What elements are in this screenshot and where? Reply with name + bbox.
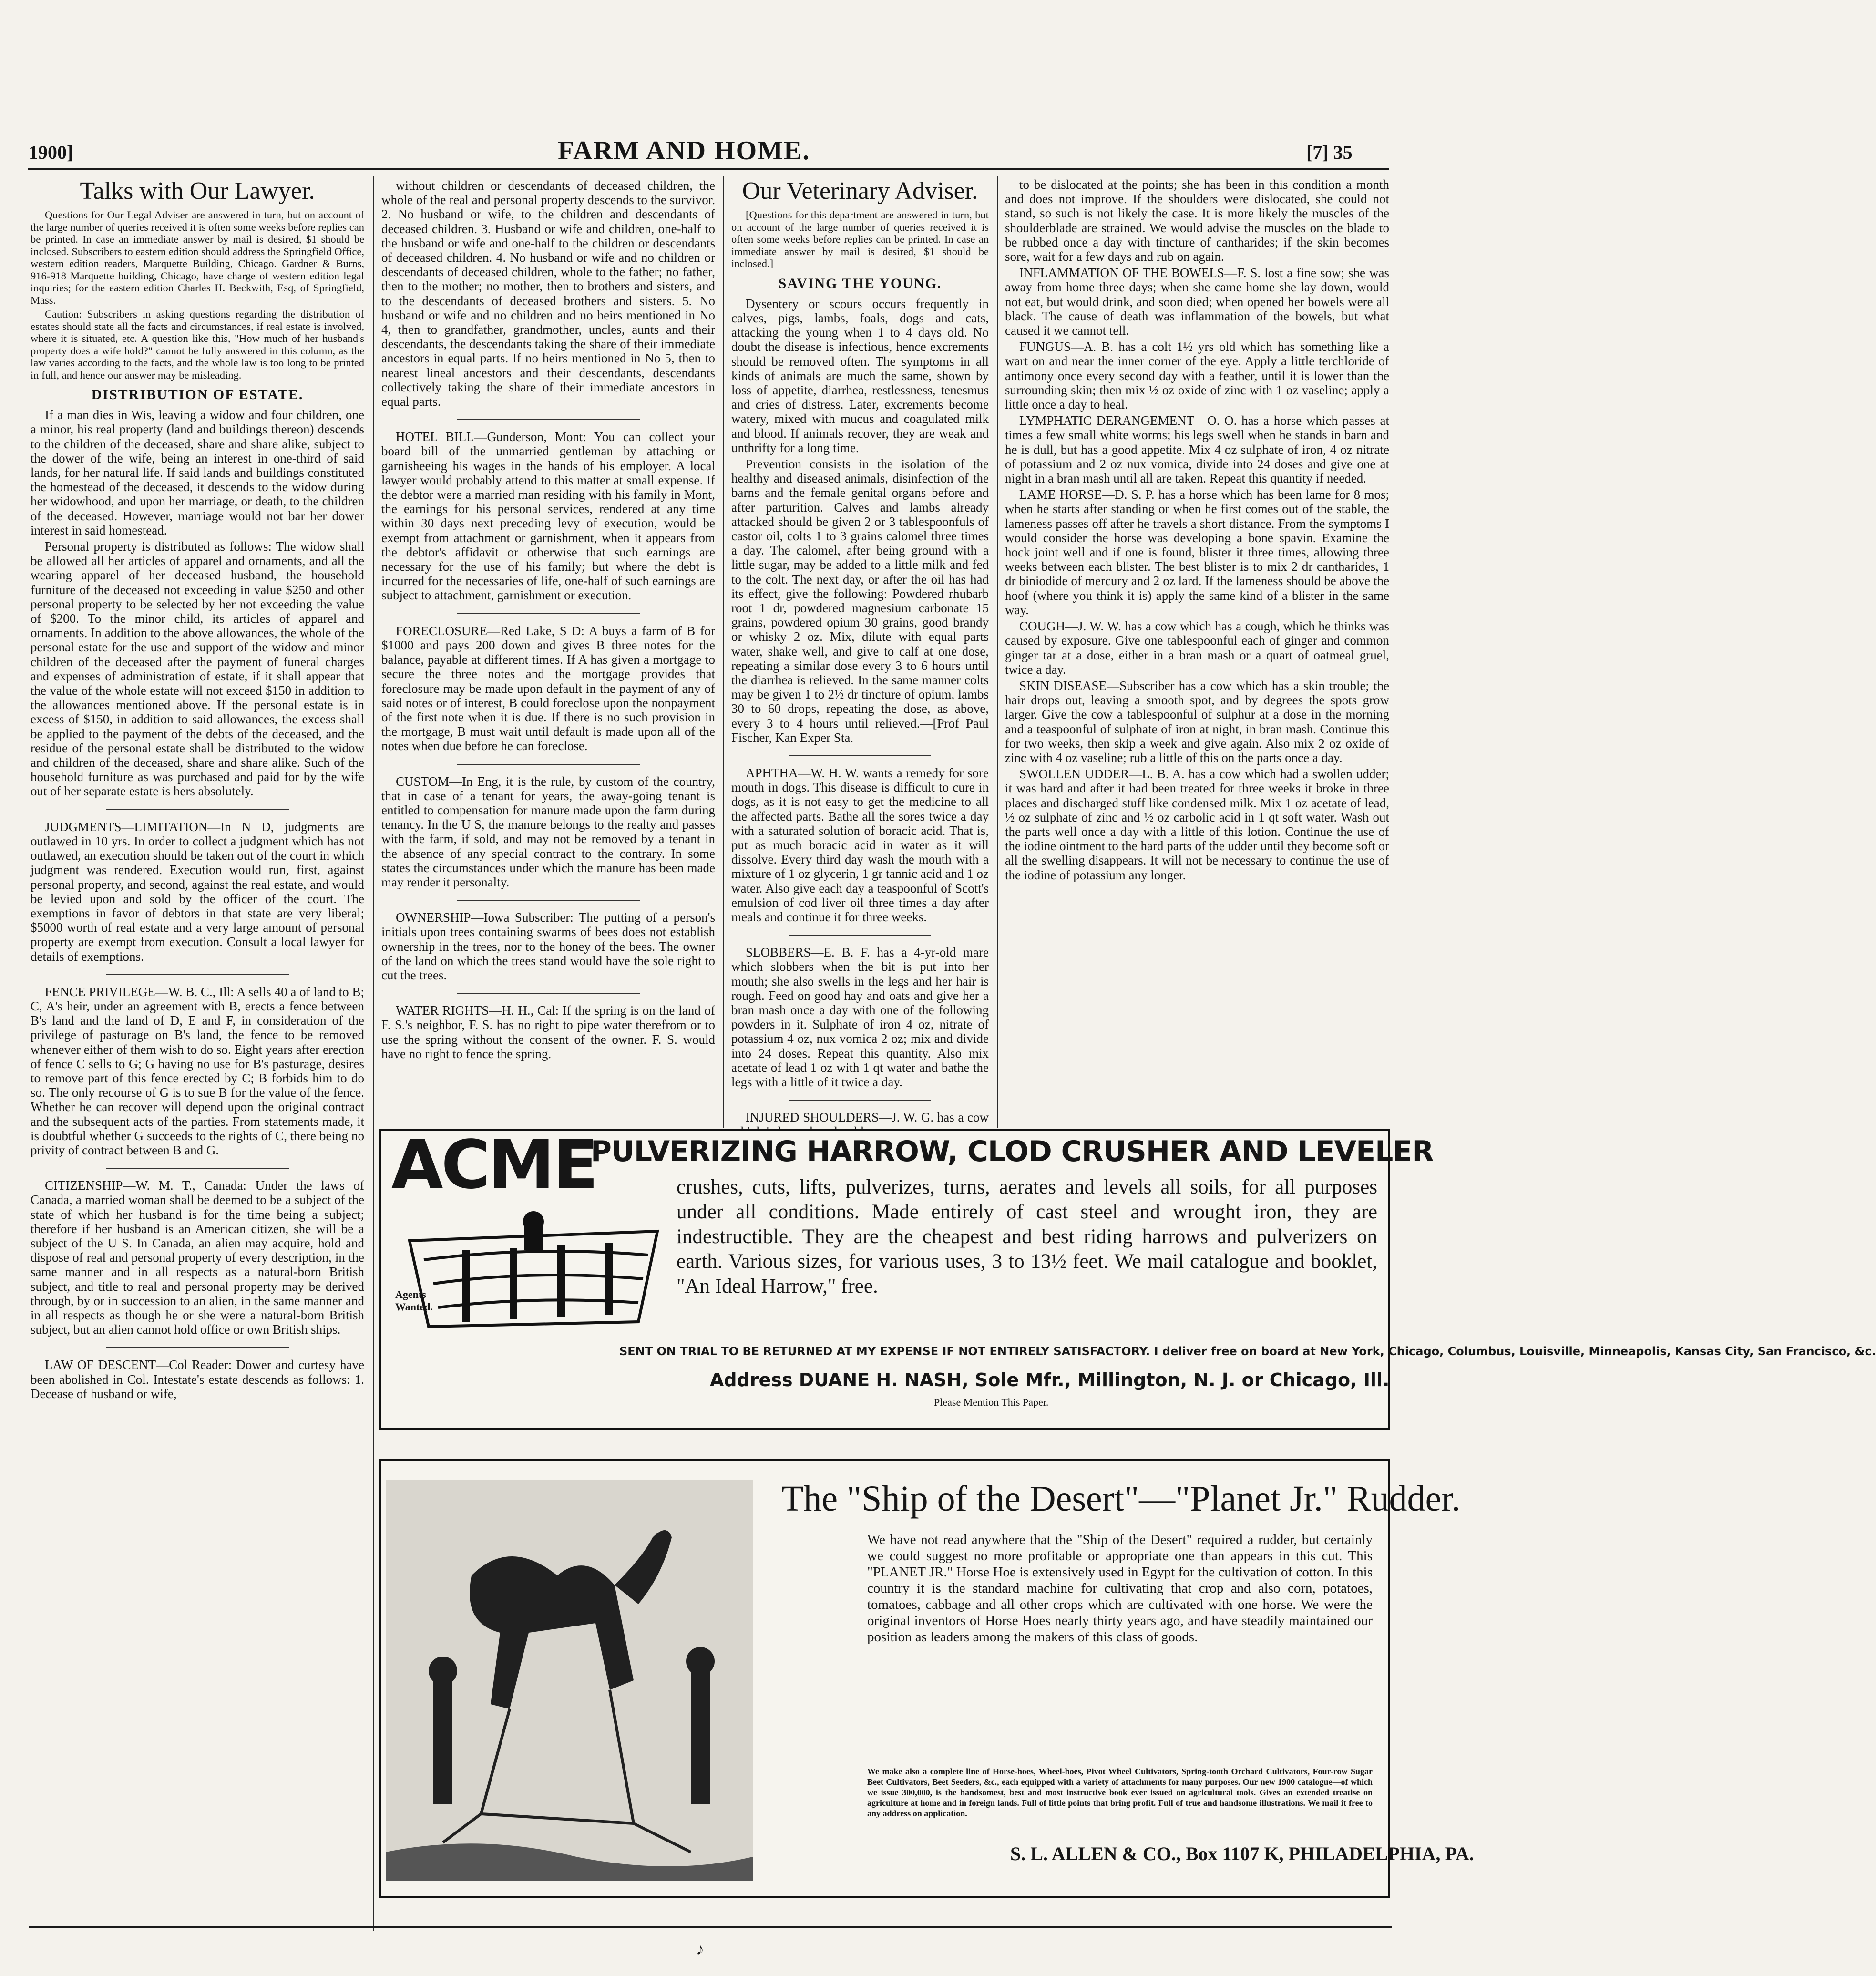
header-title: FARM AND HOME. bbox=[558, 136, 810, 165]
section-divider bbox=[457, 419, 640, 420]
article-paragraph: FENCE PRIVILEGE—W. B. C., Ill: A sells 40 a of land to B; C, A's heir, under an agreement with B, erects a fence between B's land and the land of D, E and F, in consideration of the privilege of pasturage on B's land, the fence to be removed whenever either of them wish to do so. Eight years after erection of fence C sells to G; G having no use for B's pasturage, desires to remove part of this fence erected by C; B forbids him to do so. The only recourse of G is to sue B for the value of the fence. Whether he can recover will depend upon the original contract and the subsequent acts of the parties. From statements made, it is doubtful whether G succeeds to the rights of C, there being no privity of contract between B and G. bbox=[31, 984, 364, 1157]
lawyer-column-2 bbox=[381, 178, 715, 1063]
acme-harrow-ad bbox=[379, 1126, 1876, 1430]
article-paragraph: SWOLLEN UDDER—L. B. A. has a cow which had a swollen udder; it was hard and after it had been treated for three weeks it broke in three places and discharged stuff like condensed milk. Mix 1 oz acetate of lead, ½ oz sulphate of zinc and ½ oz carbolic acid in 1 qt soft water. Wash out the parts well once a day with a little of this lotion. Continue the use of the iodine ointment to the hard parts of the udder until they become soft or all the swelling disappears. It will not be necessary to continue the use of the iodine of potassium any longer. bbox=[1005, 767, 1389, 882]
column-divider bbox=[723, 176, 724, 1128]
saving-young-heading: SAVING THE YOUNG. bbox=[778, 275, 942, 291]
veterinary-column-2 bbox=[1005, 177, 1389, 884]
article-paragraph: FUNGUS—A. B. has a colt 1½ yrs old which has something like a wart on and near the inner corner of the eye. Apply a little terchloride of antimony once every second day with a feather, until it is lower than the surrounding skin; then mix ½ oz oxide of zinc with 1 oz vaseline; apply a little once a day to heal. bbox=[1005, 340, 1389, 412]
footer-mark: ♪ bbox=[696, 1941, 704, 1958]
article-paragraph: COUGH—J. W. W. has a cow which has a cough, which he thinks was caused by exposure. Give one tablespoonful each of ginger and common ginger tar at a dose, either in a bran mash or a quart of oatmeal gruel, twice a day. bbox=[1005, 619, 1389, 677]
article-paragraph: to be dislocated at the points; she has been in this condition a month and does not improve. If the shoulders were dislocated, she could not stand, so such is not likely the case. It is more likely the muscles of the shoulderblade are strained. We would advise the muscles on the blade to be rubbed once a day with tincture of cantharides; if the skin becomes sore, wait for a few days and rub on again. bbox=[1005, 177, 1389, 264]
header-rule bbox=[28, 168, 1389, 170]
veterinary-title: Our Veterinary Adviser. bbox=[742, 177, 978, 205]
section-divider bbox=[106, 1347, 289, 1348]
section-divider bbox=[106, 974, 289, 975]
article-paragraph: LAW OF DESCENT—Col Reader: Dower and curtesy have been abolished in Col. Intestate's estate descends as follows: 1. Decease of husband or wife, bbox=[31, 1358, 364, 1401]
header-year: 1900] bbox=[29, 142, 73, 163]
lawyer-intro: Questions for Our Legal Adviser are answered in turn, but on account of the large number of queries received it is often some weeks before replies can be printed. In case an immediate answer by mail is desired, $1 should be inclosed. Subscribers to eastern edition should address the Springfield Office, western edition readers, Marquette Building, Chicago. Gardner & Burns, 916-918 Marquette building, Chicago, have charge of western edition legal inquiries; for the eastern edition Charles H. Beckwith, Esq, of Springfield, Mass. bbox=[31, 209, 364, 306]
lawyer-column-1 bbox=[31, 175, 364, 1403]
planet-jr-signature: S. L. ALLEN & CO., Box 1107 K, PHILADELPHIA, PA. bbox=[1010, 1843, 1474, 1864]
article-paragraph: JUDGMENTS—LIMITATION—In N D, judgments are outlawed in 10 yrs. In order to collect a judgment which has not outlawed, an execution should be taken out of the court in which judgment was rendered. Execution would run, first, against personal property, and second, against the real estate, and would be levied upon and sold by the officer of the court. The exemptions in favor of debtors in that state are very liberal; $5000 worth of real estate and a very large amount of personal property are exempt from execution. Consult a local lawyer for details of exemptions. bbox=[31, 819, 364, 964]
section-divider bbox=[789, 935, 931, 936]
header-page-number: [7] 35 bbox=[1306, 142, 1353, 163]
planet-jr-catalogue-text: We make also a complete line of Horse-hoes, Wheel-hoes, Pivot Wheel Cultivators, Spring-tooth Orchard Cultivators, Four-row Sugar Beet Cultivators, Beet Seeders, &c., each equipped with a variety of attachments for many purposes. Our new 1900 catalogue—of which we issue 300,000, is the handsomest, best and most instructive book ever issued on agricultural tools. Gives an extended treatise on agriculture at home and in foreign lands. Full of little points that bring profit. Full of true and handsome illustrations. We mail it free to any address on application. bbox=[867, 1767, 1373, 1818]
section-divider bbox=[457, 900, 640, 901]
article-paragraph: APHTHA—W. H. W. wants a remedy for sore mouth in dogs. This disease is difficult to cure in dogs, as it is not easy to get the medicine to all the affected parts. Bathe all the sores twice a day with a saturated solution of boracic acid. That is, put as much boracic acid in water as it will dissolve. Every third day wash the mouth with a mixture of 1 oz glycerin, 1 gr tannic acid and 1 oz water. Also give each day a teaspoonful of Scott's emulsion of cod liver oil three times a day after meals and continue it for three weeks. bbox=[731, 766, 989, 925]
article-paragraph: WATER RIGHTS—H. H., Cal: If the spring is on the land of F. S.'s neighbor, F. S. has no right to pipe water therefrom or to use the spring without the consent of the owner. F. S. would have no right to fence the spring. bbox=[381, 1003, 715, 1061]
article-paragraph: SKIN DISEASE—Subscriber has a cow which has a skin trouble; the hair drops out, leaving a smooth spot, and by degrees the spots grow larger. Give the cow a tablespoonful of sulphur at a dose in the morning and a teaspoonful of sulphate of iron at night, in bran mash. Continue this for two weeks, then skip a week and give again. Also mix 2 oz oxide of zinc with 4 oz vaseline; rub a little of this on the parts once a day. bbox=[1005, 678, 1389, 765]
section-divider bbox=[457, 993, 640, 994]
article-paragraph: Personal property is distributed as follows: The widow shall be allowed all her articles of apparel and ornaments, and all the wearing apparel of her deceased husband, the household furniture of the deceased not exceeding in value $250 and other personal property to be selected by her not exceeding the value of $200. To the minor child, its articles of apparel and ornaments. In addition to the above allowances, the whole of the personal estate for the use and support of the widow and minor children of the deceased after the payment of funeral charges and expenses of administration of estate, if it shall appear that the value of the whole estate will not exceed $150 in addition to the allowances mentioned above. If the personal estate is in excess of $150, in addition to said allowances, the excess shall be applied to the payment of the debts of the deceased, and the residue of the personal estate shall be distributed to the widow and children of the deceased, share and share alike. Such of the household furniture as was purchased and paid for by the wife out of her separate estate is hers absolutely. bbox=[31, 539, 364, 799]
column-divider bbox=[373, 176, 374, 1931]
acme-headline: PULVERIZING HARROW, CLOD CRUSHER AND LEVELER bbox=[591, 1135, 1434, 1168]
acme-brand: ACME bbox=[391, 1126, 597, 1204]
section-divider bbox=[457, 613, 640, 614]
harrow-illustration bbox=[390, 1203, 677, 1346]
veterinary-column-1 bbox=[731, 175, 989, 1141]
article-paragraph: FORECLOSURE—Red Lake, S D: A buys a farm of B for $1000 and pays 200 down and gives B three notes for the balance, payable at different times. If A has given a mortgage to secure the three notes and the mortgage provides that foreclosure may be made upon default in the payment of any of said notes or of interest, B could foreclose upon the nonpayment of the first note when it is due. If there is no such provision in the mortgage, B must wait until default is made upon all of the notes when due before he can foreclose. bbox=[381, 623, 715, 753]
article-paragraph: CITIZENSHIP—W. M. T., Canada: Under the laws of Canada, a married woman shall be deemed to be a subject of the state of which her husband is for the time being a subject; therefore if her husband is an American citizen, she will be a subject of the U S. In Canada, an alien may acquire, hold and dispose of real and personal property of every description, in the same manner and in all respects as a natural-born British subject, and title to real and personal property may be derived through, by or in succession to an alien, in the same manner and in all respects as though he or she were a natural-born British subject, but an alien cannot hold office or own British ships. bbox=[31, 1178, 364, 1337]
agents-wanted-label: Agents Wanted. bbox=[395, 1288, 433, 1313]
article-paragraph: LYMPHATIC DERANGEMENT—O. O. has a horse which passes at times a few small white worms; his legs swell when he stands in barn and he is dull, but has a good appetite. Mix 4 oz sulphate of iron, 4 oz nitrate of potassium and 2 oz nux vomica, divide into 24 doses and give one at night in a bran mash until all are taken. Repeat this quantity if needed. bbox=[1005, 413, 1389, 486]
article-paragraph: OWNERSHIP—Iowa Subscriber: The putting of a person's initials upon trees containing swarms of bees does not establish ownership in the trees, nor to the honey of the bees. The owner of the land on which the trees stand would have the sole right to cut the trees. bbox=[381, 910, 715, 982]
acme-mention: Please Mention This Paper. bbox=[934, 1396, 1049, 1408]
section-divider bbox=[106, 1168, 289, 1169]
planet-jr-title: The "Ship of the Desert"—"Planet Jr." Rudder. bbox=[781, 1479, 1461, 1519]
distribution-heading: DISTRIBUTION OF ESTATE. bbox=[91, 387, 304, 402]
article-paragraph: CUSTOM—In Eng, it is the rule, by custom of the country, that in case of a tenant for years, the away-going tenant is entitled to compensation for manure made upon the farm during tenancy. In the U S, the manure belongs to the realty and passes with the farm, if sold, and may not be removed by a tenant in the absence of any special contract to the contrary. In some states the circumstances under which the manure has been made may render it personalty. bbox=[381, 774, 715, 889]
article-paragraph: without children or descendants of deceased children, the whole of the real and personal property descends to the survivor. 2. No husband or wife, to the children and descendants of deceased children. 3. Husband or wife and children, one-half to the husband or wife and one-half to the children or descendants of deceased children. 4. No husband or wife and no children or descendants of deceased children, whole to the father; no father, then to the mother; no mother, then to brothers and sisters, and to the descendants of deceased brothers and sisters. 5. No husband or wife and no children and no heirs mentioned in No 4, then to grandfather, grandmother, uncles, aunts and their descendants, the descendants taking the share of their immediate ancestors in equal parts. If no heirs mentioned in No 5, then to nearest lineal ancestors and their descendants, descendants collectively taking the share of their immediate ancestors in equal parts. bbox=[381, 178, 715, 409]
planet-jr-ad bbox=[379, 1459, 1474, 1898]
acme-body-text: crushes, cuts, lifts, pulverizes, turns, aerates and levels all soils, for all purposes under all conditions. Made entirely of cast steel and wrought iron, they are indestructible. They are the cheapest and best riding harrows and pulverizers on earth. Various sizes, for various uses, 3 to 13½ feet. We mail catalogue and booklet, "An Ideal Harrow," free. bbox=[677, 1176, 1377, 1297]
article-paragraph: If a man dies in Wis, leaving a widow and four children, one a minor, his real property (land and buildings thereon) descends to the children of the deceased, share and share alike, subject to the dower of the wife, being an interest in one-third of said lands, for her natural life. If said lands and buildings constituted the homestead of the deceased, it descends to the widow during her widowhood, and upon her marriage, or death, to the children of the deceased. However, marriage would not bar her dower interest in said homestead. bbox=[31, 408, 364, 537]
section-divider bbox=[789, 1100, 931, 1101]
article-paragraph: INFLAMMATION OF THE BOWELS—F. S. lost a fine sow; she was away from home three days; when she came home she lay down, would not eat, but would drink, and soon died; when opened her bowels were all black. The cause of death was inflammation of the bowels, but what caused it we cannot tell. bbox=[1005, 266, 1389, 338]
section-divider bbox=[457, 764, 640, 765]
acme-trial-offer: SENT ON TRIAL TO BE RETURNED AT MY EXPENSE IF NOT ENTIRELY SATISFACTORY. I deliver free on board at New York, Chicago, Columbus, Louisville, Minneapolis, Kansas City, San Francisco, &c. bbox=[619, 1345, 1876, 1358]
footer-rule bbox=[29, 1926, 1392, 1928]
article-paragraph: INJURED SHOULDERS—J. W. G. has a cow bbox=[746, 1110, 989, 1125]
article-paragraph: SLOBBERS—E. B. F. has a 4-yr-old mare which slobbers when the bit is put into her mouth; she also swells in the legs and her hair is rough. Feed on good hay and oats and give her a bran mash once a day with one of the following powders in it. Sulphate of iron 4 oz, nitrate of potassium 4 oz, nux vomica 2 oz; mix and divide into 24 doses. Repeat this quantity. Also mix acetate of lead 1 oz with 1 qt water and bathe the legs with a little of it twice a day. bbox=[731, 945, 989, 1090]
section-divider bbox=[106, 809, 289, 810]
article-paragraph: Dysentery or scours occurs frequently in calves, pigs, lambs, foals, dogs and cats, attacking the young when 1 to 4 days old. No doubt the disease is infectious, hence excrements should be removed often. The symptoms in all kinds of animals are much the same, shown by loss of appetite, diarrhea, restlessness, tenesmus and cries of distress. Later, excrements become watery, mixed with mucus and coagulated milk and blood. If animals recover, they are weak and unthrifty for a long time. bbox=[731, 296, 989, 455]
acme-address: Address DUANE H. NASH, Sole Mfr., Millington, N. J. or Chicago, Ill. bbox=[710, 1369, 1390, 1390]
article-paragraph: HOTEL BILL—Gunderson, Mont: You can collect your board bill of the unmarried gentleman by attaching or garnisheeing his wages in the hands of his employer. A local lawyer would probably attend to this matter at small expense. If the debtor were a married man residing with his family in Mont, the earnings for his personal services, rendered at any time within 30 days next preceding levy of execution, would be exempt from attachment or garnishment, when it appears from the debtor's affidavit or otherwise that such earnings are necessary for the use of his family; but where the debt is incurred for the necessaries of life, one-half of such earnings are subject to attachment, garnishment or execution. bbox=[381, 430, 715, 603]
camel-illustration bbox=[386, 1480, 753, 1881]
veterinary-intro: [Questions for this department are answered in turn, but on account of the large number of queries received it is often some weeks before replies can be printed. In case an immediate answer by mail is desired, $1 should be inclosed.] bbox=[731, 209, 989, 269]
section-divider bbox=[789, 755, 931, 756]
column-divider bbox=[997, 176, 998, 1128]
lawyer-caution: Caution: Subscribers in asking questions regarding the distribution of estates should state all the facts and circumstances, if real estate is involved, where it is situated, etc. A question like this, "How much of her husband's property does a wife hold?" cannot be fully answered in this column, as the law varies according to the facts, and the whole law is too long to be printed in full, and hence our answer may be misleading. bbox=[31, 308, 364, 381]
article-paragraph: Prevention consists in the isolation of the healthy and diseased animals, disinfection of the barns and the female genital organs before and after parturition. Calves and lambs already attacked should be given 2 or 3 tablespoonfuls of castor oil, colts 1 to 3 grains calomel three times a day. The calomel, after being ground with a little sugar, may be added to a little milk and fed to the colt. The next day, or after the oil has had its effect, give the following: Powdered rhubarb root 1 dr, powdered magnesium carbonate 15 grains, powdered opium 30 grains, good brandy or whisky 2 oz. Mix, dilute with equal parts water, shake well, and give to calf at one dose, repeating a similar dose every 3 to 6 hours until the diarrhea is relieved. In the same manner colts may be given 1 to 2½ dr tincture of opium, lambs 30 to 60 drops, repeating the dose, as above, every 3 to 4 hours until relieved.—[Prof Paul Fischer, Kan Exper Sta. bbox=[731, 456, 989, 745]
planet-jr-body: We have not read anywhere that the "Ship of the Desert" required a rudder, but certainly we could suggest no more profitable or appropriate one than appears in this cut. This "PLANET JR." Horse Hoe is extensively used in Egypt for the cultivation of cotton. In this country it is the standard machine for cultivating that crop and also corn, potatoes, tomatoes, cabbage and all other crops which are cultivated with one horse. We were the original inventors of Horse Hoes nearly thirty years ago, and have steadily maintained our position as leaders among the makers of this class of goods. bbox=[867, 1532, 1373, 1645]
article-paragraph: LAME HORSE—D. S. P. has a horse which has been lame for 8 mos; when he starts after standing or when he first comes out of the stable, the lameness passes off after he travels a short distance. From the symptoms I would consider the horse was developing a bone spavin. Examine the hock joint well and if one is found, blister it three times, allowing three weeks between each blister. The best blister is to mix 2 dr cantharides, 1 dr biniodide of mercury and 2 oz lard. If the lameness should be above the hoof (where you think it is) apply the same kind of a blister in the same way. bbox=[1005, 487, 1389, 617]
lawyer-title: Talks with Our Lawyer. bbox=[80, 177, 315, 205]
